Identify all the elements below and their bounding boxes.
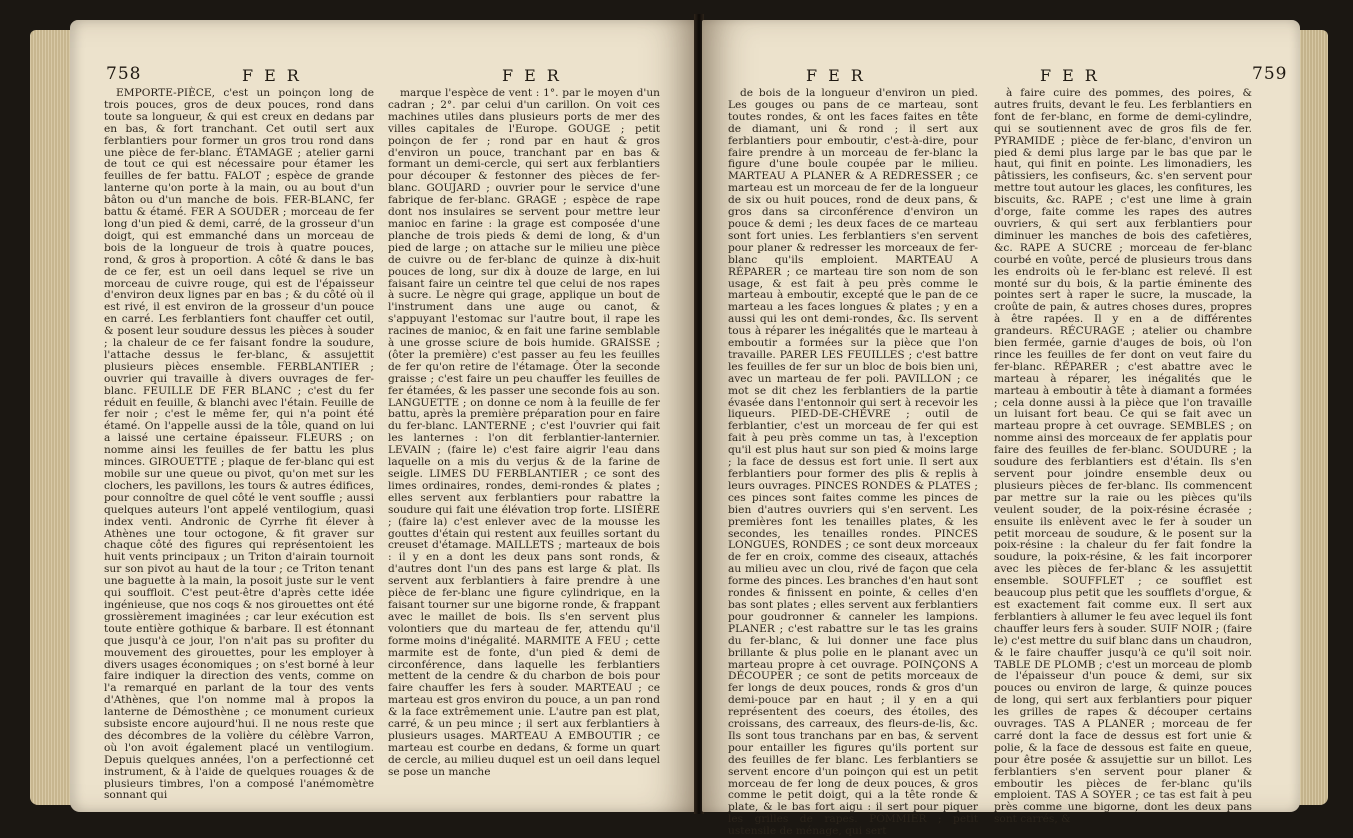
book-page-edges-right (1298, 30, 1328, 805)
running-head: FER (242, 66, 310, 85)
column-text: marque l'espèce de vent : 1°. par le moyen d'un cadran ; 2°. par celui d'un carillon. On voit ces machines utiles dans plusieurs ports de mer des villes capitales de l'Europe. GOUGE ; petit poinçon de fer ; rond par en haut & gros d'environ un pouce, tranchant par en bas & formant un demi-cercle, qui sert aux ferblantiers pour découper & festonner des pièces de fer-blanc. GOUJARD ; ouvrier pour le service d'une fabrique de fer-blanc. GRAGE ; espèce de rape dont nos insulaires se servent pour mettre leur manioc en farine : la grage est composée d'une planche de trois pieds & demi de long, & d'un pied de large ; on attache sur le milieu une pièce de cuivre ou de fer-blanc de quinze à dix-huit pouces de long, sur dix à douze de large, en lui faisant faire un ceintre tel que celui de nos rapes à sucre. Le nègre qui grage, applique un bout de l'instrument dans une auge ou canot, & s'appuyant l'estomac sur l'autre bout, il rape les racines de manioc, & en fait une farine semblable à une grosse sciure de bois humide. GRAISSE ; (ôter la première) c'est passer au feu les feuilles de fer qu'on retire de l'étamage. Ôter la seconde graisse ; c'est faire un peu chauffer les feuilles de fer étamées, & les passer une seconde fois au son. LANGUETTE ; on donne ce nom à la feuille de fer battu, après la première préparation pour en faire du fer-blanc. LANTERNE ; c'est l'ouvrier qui fait les lanternes : l'on dit ferblantier-lanternier. LEVAIN ; (faire le) c'est faire aigrir l'eau dans laquelle on a mis du verjus & de la farine de seigle. LIMES DU FERBLANTIER ; ce sont des limes ordinaires, rondes, demi-rondes & plates ; elles servent aux ferblantiers pour rabattre la soudure qui fait une élévation trop forte. LISIÈRE ; (faire la) c'est enlever avec de la mousse les gouttes d'étain qui restent aux feuilles sortant du creuset d'étamage. MAILLETS ; marteaux de bois : il y en a dont les deux pans sont ronds, & d'autres dont l'un des pans est large & plat. Ils servent aux ferblantiers à faire prendre à une pièce de fer-blanc une figure cylindrique, en la faisant tourner sur une bigorne ronde, & frappant avec le maillet de bois. Ils s'en servent plus volontiers que du marteau de fer, attendu qu'il forme moins d'inégalité. MARMITE A FEU ; cette marmite est de fonte, d'un pied & demi de circonférence, dans laquelle les ferblantiers mettent de la cendre & du charbon de bois pour faire chauffer les fers à souder. MARTEAU ; ce marteau est gros environ du pouce, a un pan rond & la face extrêmement unie. L'autre pan est plat, carré, & un peu mince ; il sert aux ferblantiers à plusieurs usages. MARTEAU A EMBOUTIR ; ce marteau est courbe en dedans, & forme un quart de cercle, au milieu duquel est un oeil dans lequel se pose un manche (388, 87, 660, 778)
running-head: FER (502, 66, 570, 85)
page-number: 758 (106, 64, 142, 84)
text-column (994, 87, 1252, 826)
running-head: FER (806, 66, 874, 85)
text-column (728, 87, 978, 838)
text-column (104, 88, 374, 810)
column-text: à faire cuire des pommes, des poires, & autres fruits, devant le feu. Les ferblantiers en font de fer-blanc, en forme de demi-cylindre, qui se soutiennent avec de gros fils de fer. PYRAMIDE ; pièce de fer-blanc, d'environ un pied & demi plus large par le bas que par le haut, qui finit en pointe. Les limonadiers, les pâtissiers, les confiseurs, &c. s'en servent pour mettre tout autour les glaces, les confitures, les biscuits, &c. RAPE ; c'est une lime à grain d'orge, faite comme les rapes des autres ouvriers, & qui sert aux ferblantiers pour diminuer les manches de bois des cafetières, &c. RAPE A SUCRE ; morceau de fer-blanc courbé en voûte, percé de plusieurs trous dans les endroits où le fer-blanc est relevé. Il est monté sur du bois, & la partie éminente des pointes sert à raper le sucre, la muscade, la croûte de pain, & autres choses dures, propres à être rapées. Il y en a de différentes grandeurs. RÉCURAGE ; atelier ou chambre bien fermée, garnie d'auges de bois, où l'on rince les feuilles de fer dont on veut faire du fer-blanc. RÉPARER ; c'est abattre avec le marteau à réparer, les inégalités que le marteau à emboutir à tête à diamant a formées ; cela donne aussi à la pièce que l'on travaille un luisant fort beau. Ce qui se fait avec un marteau propre à cet ouvrage. SEMBLES ; on nomme ainsi des morceaux de fer applatis pour faire des feuilles de fer-blanc. SOUDURE ; la soudure des ferblantiers est d'étain. Ils s'en servent pour joindre ensemble deux ou plusieurs pièces de fer-blanc. Ils commencent par mettre sur la raie ou les pièces qu'ils veulent souder, de la poix-résine écrasée ; ensuite ils enlèvent avec le fer à souder un petit morceau de soudure, & le posent sur la poix-résine : la chaleur du fer fait fondre la soudure, la poix-résine, & les fait incorporer avec les pièces de fer-blanc & les assujettit ensemble. SOUFFLET ; ce soufflet est beaucoup plus petit que les soufflets d'orgue, & est exactement fait comme eux. Il sert aux ferblantiers à allumer le feu avec lequel ils font chauffer leurs fers à souder. SUIF NOIR ; (faire le) c'est mettre du suif blanc dans un chaudron, & le faire chauffer jusqu'à ce qu'il soit noir. TABLE DE PLOMB ; c'est un morceau de plomb de l'épaisseur d'un pouce & demi, sur six pouces ou environ de large, & quinze pouces de long, qui sert aux ferblantiers pour piquer les grilles de rapes & découper certains ouvrages. TAS A PLANER ; morceau de fer carré dont la face de dessus est fort unie & polie, & la face de dessous est faite en queue, pour être posée & assujettie sur un billot. Les ferblantiers s'en servent pour planer & emboutir les pièces de fer-blanc qu'ils emploient. TAS A SOYER ; ce tas est fait à peu près comme une bigorne, dont les deux pans sont carrés, & (994, 87, 1252, 826)
book-page-edges-left (30, 30, 74, 805)
text-column (388, 88, 660, 810)
column-text: de bois de la longueur d'environ un pied. Les gouges ou pans de ce marteau, sont toutes rondes, & ont les faces faites en tête de diamant, uni & rond ; il sert aux ferblantiers pour emboutir, c'est-à-dire, pour faire prendre à un morceau de fer-blanc la figure d'une boule coupée par le milieu. MARTEAU A PLANER & A REDRESSER ; ce marteau est un morceau de fer de la longueur de six ou huit pouces, rond de deux pans, & gros dans sa circonférence d'environ un pouce & demi ; les deux faces de ce marteau sont fort unies. Les ferblantiers s'en servent pour planer & redresser les morceaux de fer-blanc qu'ils emploient. MARTEAU A RÉPARER ; ce marteau tire son nom de son usage, & est fait à peu près comme le marteau à emboutir, excepté que le pan de ce marteau a les faces longues & plates ; y en a aussi qui les ont demi-rondes, &c. Ils servent tous à réparer les inégalités que le marteau à emboutir a formées sur la pièce que l'on travaille. PARER LES FEUILLES ; c'est battre les feuilles de fer sur un bloc de bois bien uni, avec un marteau de fer poli. PAVILLON ; ce mot se dit chez les ferblantiers de la partie évasée dans l'entonnoir qui sert à recevoir les liqueurs. PIED-DE-CHÈVRE ; outil de ferblantier, c'est un morceau de fer qui est fait à peu près comme un tas, à l'exception qu'il est plus haut sur son pied & moins large ; la face de dessus est fort unie. Il sert aux ferblantiers pour former des plis & replis à leurs ouvrages. PINCES RONDES & PLATES ; ces pinces sont faites comme les pinces de bien d'autres ouvriers qui s'en servent. Les premières font les tenailles plates, & les secondes, les tenailles rondes. PINCES LONGUES, RONDES ; ce sont deux morceaux de fer en croix, comme des ciseaux, attachés au milieu avec un clou, rivé de façon que cela forme des pinces. Les branches d'en haut sont rondes & finissent en pointe, & celles d'en bas sont plates ; elles servent aux ferblantiers pour goudronner & canneler les lampions. PLANER ; c'est rabattre sur le tas les grains du fer-blanc, & lui donner une face plus brillante & plus polie en le planant avec un marteau propre à cet ouvrage. POINÇONS A DÉCOUPER ; ce sont de petits morceaux de fer longs de deux pouces, ronds & gros d'un demi-pouce par en haut ; il y en a qui représentent des coeurs, des étoiles, des croissans, des carreaux, des fleurs-de-lis, &c. Ils sont tous tranchans par en bas, & servent pour entailler les figures qu'ils portent sur des feuilles de fer blanc. Les ferblantiers se servent encore d'un poinçon qui est un petit morceau de fer long de deux pouces, & gros comme le petit doigt, qui a la tête ronde & plate, & le bas fort aigu : il sert pour piquer les grilles de rapes. POMMIER ; petit ustensile de ménage, qui sert (728, 87, 978, 838)
column-text: EMPORTE-PIÈCE, c'est un poinçon long de trois pouces, gros de deux pouces, rond dans toute sa longueur, & qui est creux en dedans par en bas, & fort tranchant. Cet outil sert aux ferblantiers pour former un gros trou rond dans une pièce de fer-blanc. ÉTAMAGE ; atelier garni de tout ce qui est nécessaire pour étamer les feuilles de fer battu. FALOT ; espèce de grande lanterne qu'on porte à la main, ou au bout d'un bâton ou d'un manche de bois. FER-BLANC, fer battu & étamé. FER A SOUDER ; morceau de fer long d'un pied & demi, carré, de la grosseur d'un doigt, qui est emmanché dans un morceau de bois de la longueur de trois à quatre pouces, rond, & gros à proportion. A côté & dans le bas de ce fer, est un oeil dans lequel se rive un morceau de cuivre rouge, qui est de l'épaisseur d'environ deux lignes par en bas ; & du côté où il est rivé, il est environ de la grosseur d'un pouce en carré. Les ferblantiers font chauffer cet outil, & posent leur soudure dessus les pièces à souder ; la chaleur de ce fer faisant fondre la soudure, l'attache dessus le fer-blanc, & assujettit plusieurs pièces ensemble. FERBLANTIER ; ouvrier qui travaille à divers ouvrages de fer-blanc. FEUILLE DE FER BLANC ; c'est du fer réduit en feuille, & blanchi avec l'étain. Feuille de fer noir ; c'est le même fer, qui n'a point été étamé. On l'appelle aussi de la tôle, quand on lui a laissé une certaine épaisseur. FLEURS ; on nomme ainsi les feuilles de fer battu les plus minces. GIROUETTE ; plaque de fer-blanc qui est mobile sur une queue ou pivot, qu'on met sur les clochers, les pavillons, les tours & autres édifices, pour connoître de quel côté le vent souffle ; aussi quelques auteurs l'ont appelé ventilogium, quasi index venti. Andronic de Cyrrhe fit élever à Athènes une tour octogone, & fit graver sur chaque côté des figures qui représentoient les huit vents principaux ; un Triton d'airain tournoit sur son pivot au haut de la tour ; ce Triton tenant une baguette à la main, la posoit juste sur le vent qui souffloit. C'est peut-être d'après cette idée ingénieuse, que nos coqs & nos girouettes ont été grossièrement imaginées ; car leur exécution est toute entière gothique & barbare. Il est étonnant que jusqu'à ce jour, l'on n'ait pas su profiter du mouvement des girouettes, pour les employer à divers usages économiques ; on s'est borné à leur faire indiquer la direction des vents, comme on l'a remarqué en parlant de la tour des vents d'Athènes, que l'on nomme mal à propos la lanterne de Démosthène ; ce monument curieux subsiste encore aujourd'hui. Il ne nous reste que des décombres de la volière du célèbre Varron, où l'on avoit également placé un ventilogium. Depuis quelques années, l'on a perfectionné cet instrument, & à l'aide de quelques rouages & de plusieurs timbres, l'on a composé l'anémomètre sonnant qui (104, 87, 374, 802)
left-page (70, 20, 695, 812)
page-number: 759 (1252, 64, 1288, 84)
running-head: FER (1040, 66, 1108, 85)
right-page (702, 20, 1300, 838)
